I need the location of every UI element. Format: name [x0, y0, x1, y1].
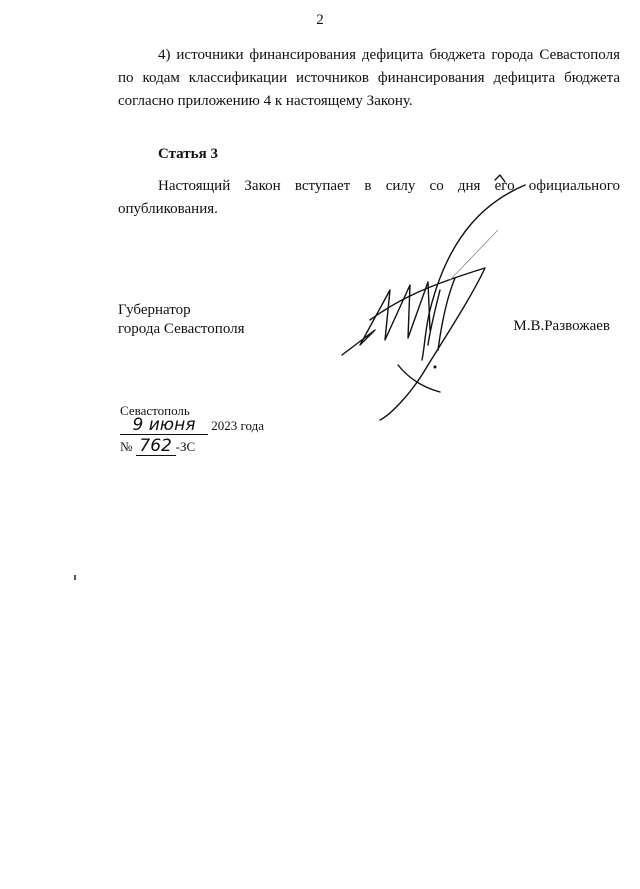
paragraph-line: опубликования. — [118, 201, 218, 217]
handwritten-number: 762 — [136, 438, 176, 456]
scan-mark — [74, 575, 76, 580]
date-year: 2023 года — [211, 418, 265, 433]
page-number: 2 — [316, 12, 324, 28]
handwritten-date: 9 июня — [120, 417, 208, 435]
paragraph-financing-sources — [118, 44, 620, 113]
signing-date — [120, 417, 264, 435]
paragraph-line: 4) источники финансирования дефицита бюджета города Севастополя — [158, 47, 620, 63]
signatory-name: М.В.Развожаев — [513, 318, 610, 334]
law-number — [120, 438, 195, 456]
paragraph-line: согласно приложению 4 к настоящему Закону. — [118, 93, 413, 109]
number-suffix: -ЗС — [175, 439, 196, 454]
paragraph-line: Настоящий Закон вступает в силу со дня его официального — [158, 178, 620, 194]
paragraph-line: по кодам классификации источников финансирования дефицита бюджета — [118, 70, 620, 86]
signatory-title-line: города Севастополя — [118, 321, 245, 337]
handwritten-signature — [330, 170, 630, 430]
signatory-title — [118, 301, 245, 339]
place-of-signing: Севастополь — [120, 403, 190, 418]
number-prefix: № — [120, 439, 133, 454]
signatory-title-line: Губернатор — [118, 302, 191, 318]
article-heading: Статья 3 — [158, 146, 218, 162]
